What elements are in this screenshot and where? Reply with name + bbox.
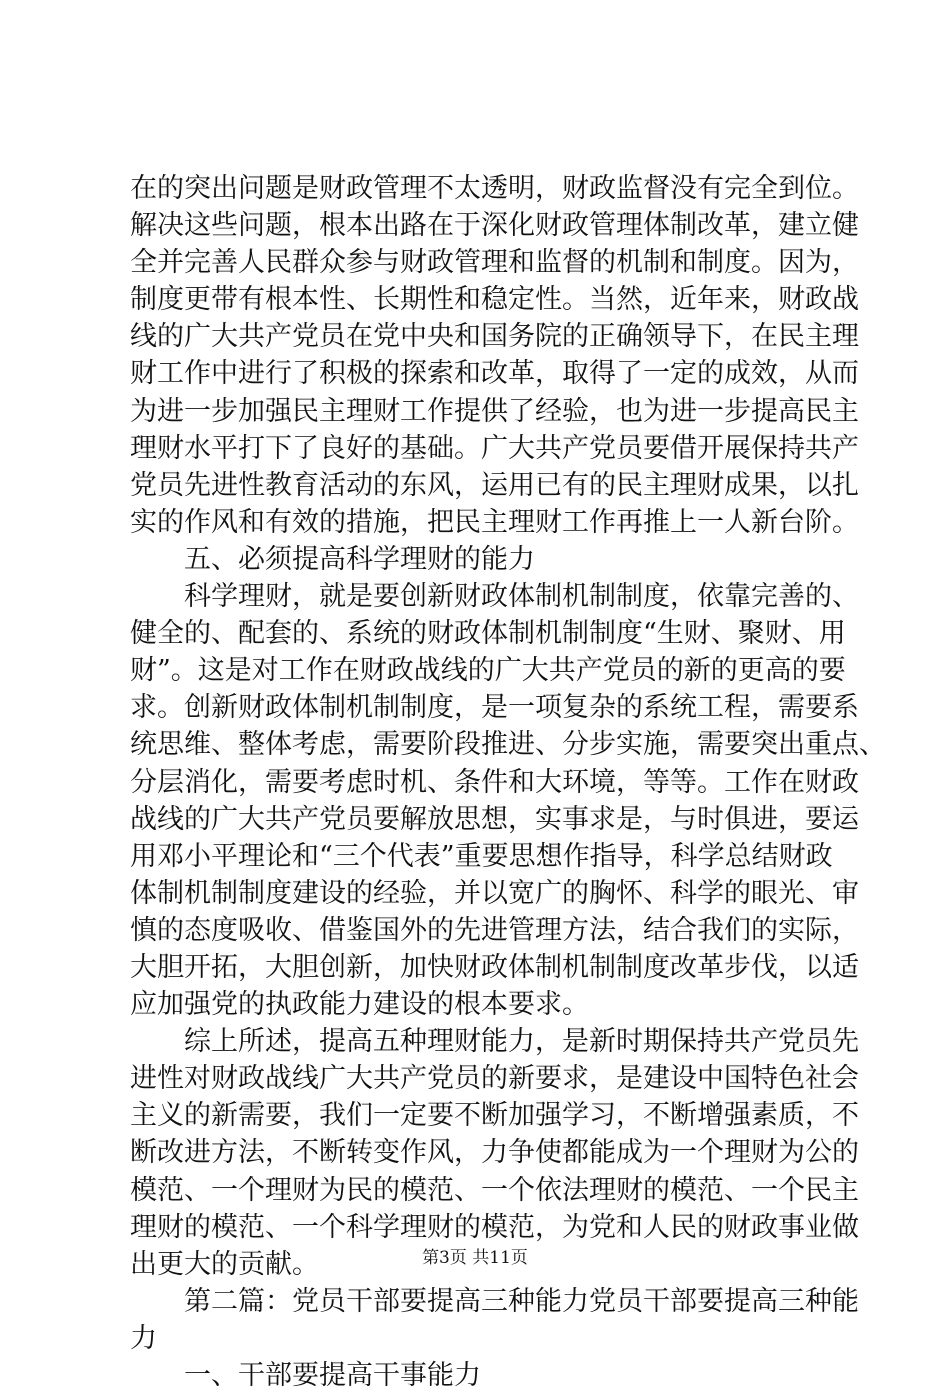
section-heading: 一、干部要提高干事能力 [130,1360,481,1391]
text-line: 理财的模范、一个科学理财的模范，为党和人民的财政事业做 [130,1211,859,1243]
text-line: 解决这些问题，根本出路在于深化财政管理体制改革，建立健 [130,210,859,242]
text-line: 为进一步加强民主理财工作提供了经验，也为进一步提高民主 [130,395,859,427]
text-line: 综上所述，提高五种理财能力，是新时期保持共产党员先 [130,1026,859,1058]
text-line: 进性对财政战线广大共产党员的新要求，是建设中国特色社会 [130,1063,859,1095]
text-line: 用邓小平理论和“三个代表”重要思想作指导，科学总结财政 [130,840,833,872]
text-line: 科学理财，就是要创新财政体制机制制度，依靠完善的、 [130,581,859,613]
text-line: 大胆开拓，大胆创新，加快财政体制机制制度改革步伐，以适 [130,951,859,983]
section-heading: 五、必须提高科学理财的能力 [130,543,535,575]
chapter-heading: 第二篇：党员干部要提高三种能力党员干部要提高三种能 [130,1285,859,1317]
text-line: 断改进方法，不断转变作风，力争使都能成为一个理财为公的 [130,1137,859,1169]
text-line: 财”。这是对工作在财政战线的广大共产党员的新的更高的要 [130,655,846,687]
page-number-footer: 第3页 共11页 [422,1248,528,1268]
chapter-heading: 力 [130,1322,157,1354]
text-line: 求。创新财政体制机制制度，是一项复杂的系统工程，需要系 [130,692,859,724]
text-line: 分层消化，需要考虑时机、条件和大环境，等等。工作在财政 [130,766,859,798]
text-line: 模范、一个理财为民的模范、一个依法理财的模范、一个民主 [130,1174,859,1206]
document-body [130,170,886,1394]
text-line: 出更大的贡献。 [130,1248,319,1280]
text-line: 应加强党的执政能力建设的根本要求。 [130,989,589,1021]
text-line: 慎的态度吸收、借鉴国外的先进管理方法，结合我们的实际， [130,914,859,946]
text-line: 在的突出问题是财政管理不太透明，财政监督没有完全到位。 [130,173,859,204]
text-line: 实的作风和有效的措施，把民主理财工作再推上一人新台阶。 [130,506,859,538]
text-line: 体制机制制度建设的经验，并以宽广的胸怀、科学的眼光、审 [130,877,859,909]
text-line: 统思维、整体考虑，需要阶段推进、分步实施，需要突出重点、 [130,729,886,761]
text-line: 全并完善人民群众参与财政管理和监督的机制和制度。因为， [130,247,859,279]
text-line: 主义的新需要，我们一定要不断加强学习，不断增强素质，不 [130,1100,859,1132]
text-line: 制度更带有根本性、长期性和稳定性。当然，近年来，财政战 [130,284,859,316]
text-line: 健全的、配套的、系统的财政体制机制制度“生财、聚财、用 [130,618,846,650]
text-line: 战线的广大共产党员要解放思想，实事求是，与时俱进，要运 [130,803,859,835]
text-line: 理财水平打下了良好的基础。广大共产党员要借开展保持共产 [130,432,859,464]
text-line: 党员先进性教育活动的东风，运用已有的民主理财成果，以扎 [130,469,859,501]
text-line: 线的广大共产党员在党中央和国务院的正确领导下，在民主理 [130,321,859,353]
text-line: 财工作中进行了积极的探索和改革，取得了一定的成效，从而 [130,358,859,390]
